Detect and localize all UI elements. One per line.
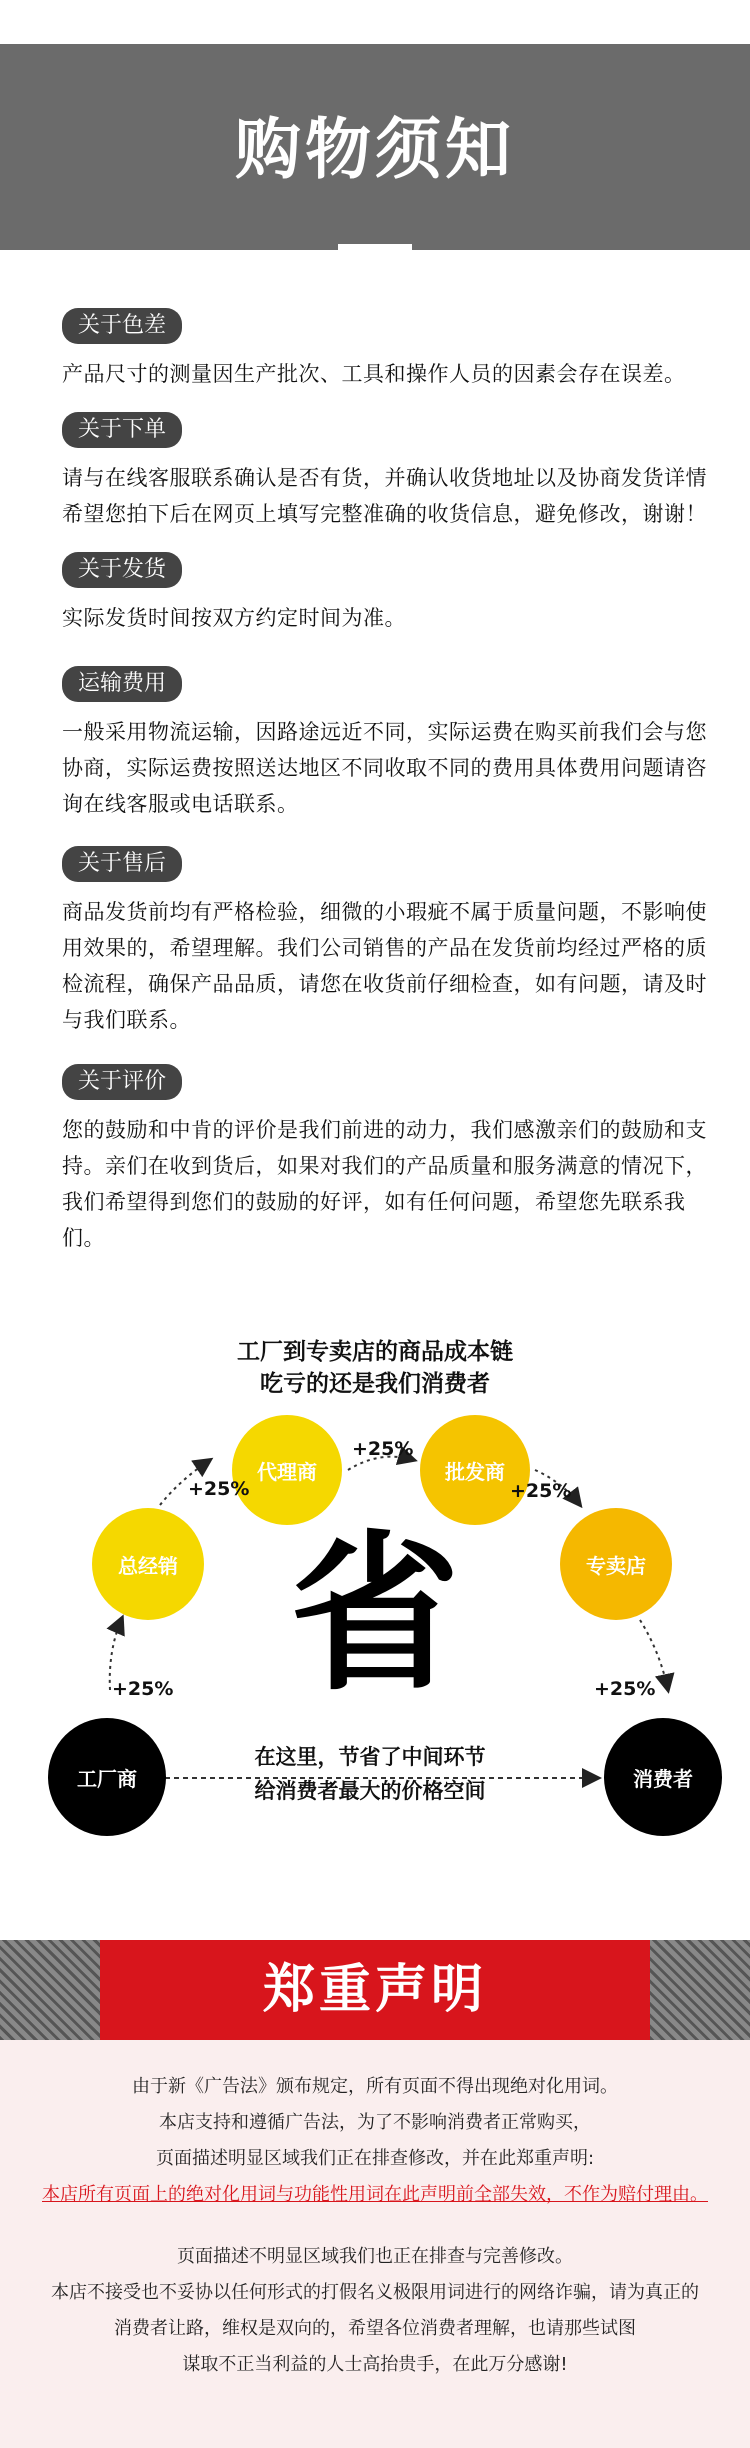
text-line: 希望您拍下后在网页上填写完整准确的收货信息，避免修改，谢谢！ — [62, 502, 707, 526]
markup-label: +25% — [510, 1480, 572, 1502]
save-character: 省 — [290, 1516, 461, 1714]
section-ordering — [62, 412, 712, 532]
notice-line: 由于新《广告法》颁布规定，所有页面不得出现绝对化用词。 — [132, 2076, 618, 2097]
text-line: 一般采用物流运输，因路途远近不同，实际运费在购买前我们会与您 — [62, 720, 707, 744]
stripe-left — [0, 1940, 100, 2040]
node-distributor: 总经销 — [92, 1508, 204, 1620]
node-wholesaler: 批发商 — [420, 1415, 530, 1525]
section-text — [62, 714, 712, 822]
section-text — [62, 1112, 712, 1256]
section-tag: 关于下单 — [62, 412, 182, 448]
section-tag: 运输费用 — [62, 666, 182, 702]
notice-line-highlight: 本店所有页面上的绝对化用词与功能性用词在此声明前全部失效，不作为赔付理由。 — [42, 2184, 708, 2205]
center-note-line-1: 在这里，节省了中间环节 — [254, 1745, 486, 1769]
node-consumer: 消费者 — [604, 1718, 722, 1836]
section-tag: 关于售后 — [62, 846, 182, 882]
notice-line: 页面描述明显区域我们正在排查修改，并在此郑重声明: — [155, 2148, 595, 2169]
section-tag: 关于发货 — [62, 552, 182, 588]
text-line: 持。亲们在收到货后，如果对我们的产品质量和服务满意的情况下， — [62, 1154, 707, 1178]
section-after-sales — [62, 846, 712, 1038]
diagram-title: 工厂到专卖店的商品成本链 — [237, 1339, 513, 1365]
text-line: 我们希望得到您们的鼓励的好评，如有任何问题，希望您先联系我们。 — [62, 1190, 686, 1250]
text-line: 协商，实际运费按照送达地区不同收取不同的费用具体费用问题请咨 — [62, 756, 707, 780]
notice-line: 消费者让路，维权是双向的，希望各位消费者理解，也请那些试图 — [114, 2318, 636, 2339]
notice-title: 郑重声明 — [262, 1960, 487, 2020]
diagram-subtitle: 吃亏的还是我们消费者 — [260, 1371, 490, 1397]
title-underline — [338, 244, 412, 251]
notice-line: 谋取不正当利益的人士高抬贵手，在此万分感谢! — [182, 2354, 568, 2375]
header-banner — [0, 44, 750, 250]
cost-chain-diagram — [0, 1300, 750, 1860]
page-title: 购物须知 — [235, 111, 515, 188]
section-tag: 关于评价 — [62, 1064, 182, 1100]
section-shipping — [62, 552, 712, 636]
notice-body — [0, 2040, 750, 2448]
text-line: 用效果的，希望理解。我们公司销售的产品在发货前均经过严格的质 — [62, 936, 707, 960]
section-text — [62, 600, 712, 636]
notice-line: 页面描述不明显区域我们也正在排查与完善修改。 — [177, 2246, 573, 2267]
notice-line: 本店不接受也不妥协以任何形式的打假名义极限用词进行的网络诈骗，请为真正的 — [51, 2282, 699, 2303]
center-note-line-2: 给消费者最大的价格空间 — [254, 1779, 486, 1803]
text-line: 检流程，确保产品品质，请您在收货前仔细检查，如有问题，请及时 — [62, 972, 707, 996]
node-factory: 工厂商 — [48, 1718, 166, 1836]
section-text — [62, 460, 712, 532]
text-line: 实际发货时间按双方约定时间为准。 — [62, 606, 406, 630]
notice-line: 本店支持和遵循广告法，为了不影响消费者正常购买， — [159, 2112, 591, 2133]
text-line: 产品尺寸的测量因生产批次、工具和操作人员的因素会存在误差。 — [62, 362, 686, 386]
text-line: 与我们联系。 — [62, 1008, 191, 1032]
notice-header — [0, 1940, 750, 2040]
text-line: 商品发货前均有严格检验，细微的小瑕疵不属于质量问题，不影响使 — [62, 900, 707, 924]
text-line: 询在线客服或电话联系。 — [62, 792, 299, 816]
section-color-difference — [62, 308, 712, 392]
section-text — [62, 894, 712, 1038]
markup-label: +25% — [594, 1678, 656, 1700]
markup-label: +25% — [188, 1478, 250, 1500]
markup-label: +25% — [352, 1438, 414, 1460]
text-line: 请与在线客服联系确认是否有货，并确认收货地址以及协商发货详情 — [62, 466, 707, 490]
text-line: 您的鼓励和中肯的评价是我们前进的动力，我们感激亲们的鼓励和支 — [62, 1118, 707, 1142]
node-store: 专卖店 — [560, 1508, 672, 1620]
section-reviews — [62, 1064, 712, 1256]
stripe-right — [650, 1940, 750, 2040]
section-text — [62, 356, 712, 392]
section-freight — [62, 666, 712, 822]
section-tag: 关于色差 — [62, 308, 182, 344]
node-agent: 代理商 — [232, 1415, 342, 1525]
markup-label: +25% — [112, 1678, 174, 1700]
